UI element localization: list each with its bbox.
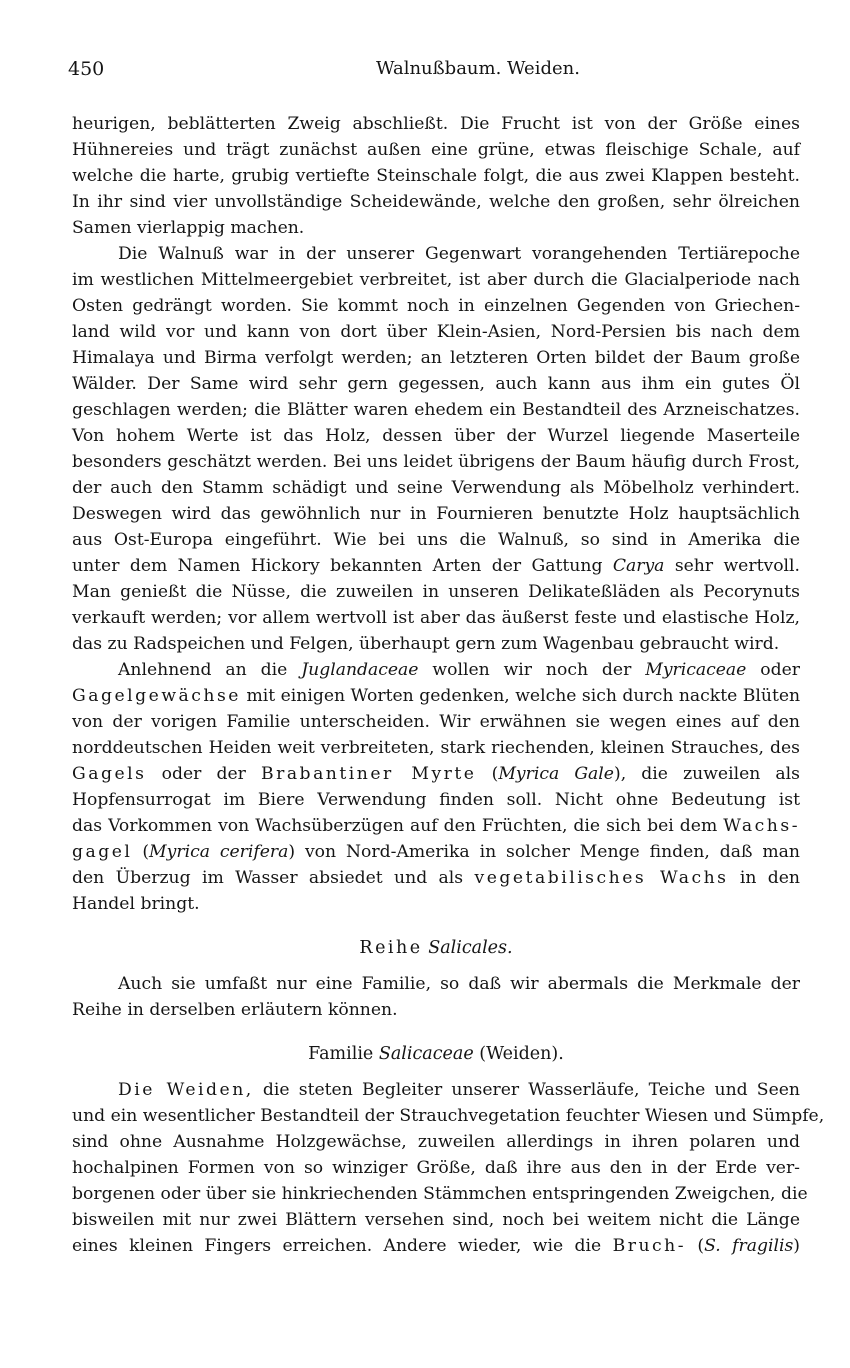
spaced-term: Brabantiner Myrte	[260, 764, 477, 784]
text-line: Anlehnend an die Juglandaceae wollen wir noch der Myricaceae oder	[118, 660, 800, 680]
text-line: Man genießt die Nüsse, die zuweilen in unseren Delikateßläden als Pecorynuts	[72, 582, 800, 602]
family-heading: Familie Salicaceae (Weiden).	[308, 1044, 564, 1064]
text-line: besonders geschätzt werden. Bei uns leidet übrigens der Baum häufig durch Frost,	[72, 452, 800, 472]
spaced-term: vegetabilisches Wachs	[474, 868, 729, 888]
text-line: land wild vor und kann von dort über Klein-Asien, Nord-Persien bis nach dem	[72, 322, 800, 342]
spaced-term: Bruch-	[612, 1236, 687, 1256]
text-line: Die Walnuß war in der unserer Gegenwart vorangehenden Tertiärepoche	[118, 244, 800, 264]
text-line: von der vorigen Familie unterscheiden. Wir erwähnen sie wegen eines auf den	[72, 712, 800, 732]
spaced-term: gagel	[72, 842, 133, 862]
text-line: Die Weiden, die steten Begleiter unserer Wasserläufe, Teiche und Seen	[118, 1080, 800, 1100]
text-line: Hopfensurrogat im Biere Verwendung finden soll. Nicht ohne Bedeutung ist	[72, 790, 800, 810]
text-line: verkauft werden; vor allem wertvoll ist aber das äußerst feste und elastische Holz,	[72, 608, 800, 628]
page-number: 450	[68, 58, 105, 80]
text-line: den Überzug im Wasser absiedet und als vegetabilisches Wachs in den	[72, 868, 801, 888]
text-line: gagel (Myrica cerifera) von Nord-Amerika in solcher Menge finden, daß man	[72, 842, 800, 862]
text-line: Osten gedrängt worden. Sie kommt noch in einzelnen Gegenden von Griechen-	[72, 296, 800, 316]
text-line: das Vorkommen von Wachsüberzügen auf den Früchten, die sich bei dem Wachs-	[72, 816, 801, 836]
text-line: Gagels oder der Brabantiner Myrte (Myrica Gale), die zuweilen als	[72, 764, 800, 784]
text-line: Reihe in derselben erläutern können.	[72, 1000, 398, 1020]
text-line: unter dem Namen Hickory bekannten Arten der Gattung Carya sehr wertvoll.	[72, 556, 800, 576]
text-line: geschlagen werden; die Blätter waren ehedem ein Bestandteil des Arzneischatzes.	[72, 400, 800, 420]
taxon-name: Myrica Gale	[498, 764, 614, 784]
text-line: Himalaya und Birma verfolgt werden; an letzteren Orten bildet der Baum große	[72, 348, 800, 368]
text-line: der auch den Stamm schädigt und seine Verwendung als Möbelholz verhindert.	[72, 478, 800, 498]
text-line: Auch sie umfaßt nur eine Familie, so daß wir abermals die Merkmale der	[118, 974, 800, 994]
text-line: borgenen oder über sie hinkriechenden Stämmchen entspringenden Zweigchen, die	[72, 1184, 808, 1204]
text-line: In ihr sind vier unvollständige Scheidewände, welche den großen, sehr ölreichen	[72, 192, 800, 212]
text-line: das zu Radspeichen und Felgen, überhaupt gern zum Wagenbau gebraucht wird.	[72, 634, 780, 654]
text-line: Gagelgewächse mit einigen Worten gedenken, welche sich durch nackte Blüten	[72, 686, 801, 706]
taxon-name: Myricaceae	[645, 660, 747, 680]
text-line: Samen vierlappig machen.	[72, 218, 305, 238]
spaced-term: Die Weiden,	[118, 1080, 254, 1100]
spaced-term: Gagelgewächse	[72, 686, 241, 706]
spaced-term: Wachs-	[723, 816, 801, 836]
text-line: hochalpinen Formen von so winziger Größe, daß ihre aus den in der Erde ver-	[72, 1158, 800, 1178]
spaced-term: Gagels	[72, 764, 147, 784]
running-head: Walnußbaum. Weiden.	[376, 58, 580, 79]
text-line: und ein wesentlicher Bestandteil der Strauchvegetation feuchter Wiesen und Sümpfe,	[72, 1106, 825, 1126]
text-line: bisweilen mit nur zwei Blättern versehen sind, noch bei weitem nicht die Länge	[72, 1210, 800, 1230]
page-header	[68, 58, 800, 88]
text-line: im westlichen Mittelmeergebiet verbreitet, ist aber durch die Glacialperiode nach	[72, 270, 800, 290]
text-line: eines kleinen Fingers erreichen. Andere wieder, wie die Bruch- (S. fragilis)	[72, 1236, 801, 1256]
text-line: Hühnereies und trägt zunächst außen eine grüne, etwas fleischige Schale, auf	[72, 140, 800, 160]
taxon-name: Myrica cerifera	[149, 842, 289, 862]
text-line: aus Ost-Europa eingeführt. Wie bei uns die Walnuß, so sind in Amerika die	[72, 530, 800, 550]
text-line: sind ohne Ausnahme Holzgewächse, zuweilen allerdings in ihren polaren und	[72, 1132, 800, 1152]
text-line: Wälder. Der Same wird sehr gern gegessen, auch kann aus ihm ein gutes Öl	[72, 374, 800, 394]
text-line: welche die harte, grubig vertiefte Steinschale folgt, die aus zwei Klappen besteht.	[72, 166, 800, 186]
text-line: Handel bringt.	[72, 894, 200, 914]
taxon-name: Carya	[612, 556, 665, 576]
text-line: heurigen, beblätterten Zweig abschließt. Die Frucht ist von der Größe eines	[72, 114, 800, 134]
text-line: Deswegen wird das gewöhnlich nur in Fournieren benutzte Holz hauptsächlich	[72, 504, 800, 524]
section-heading: Reihe Salicales.	[359, 938, 513, 958]
taxon-name: Juglandaceae	[301, 660, 419, 680]
text-line: norddeutschen Heiden weit verbreiteten, stark riechenden, kleinen Strauches, des	[72, 738, 800, 758]
taxon-name: S. fragilis	[704, 1236, 794, 1256]
text-line: Von hohem Werte ist das Holz, dessen über der Wurzel liegende Maserteile	[72, 426, 800, 446]
